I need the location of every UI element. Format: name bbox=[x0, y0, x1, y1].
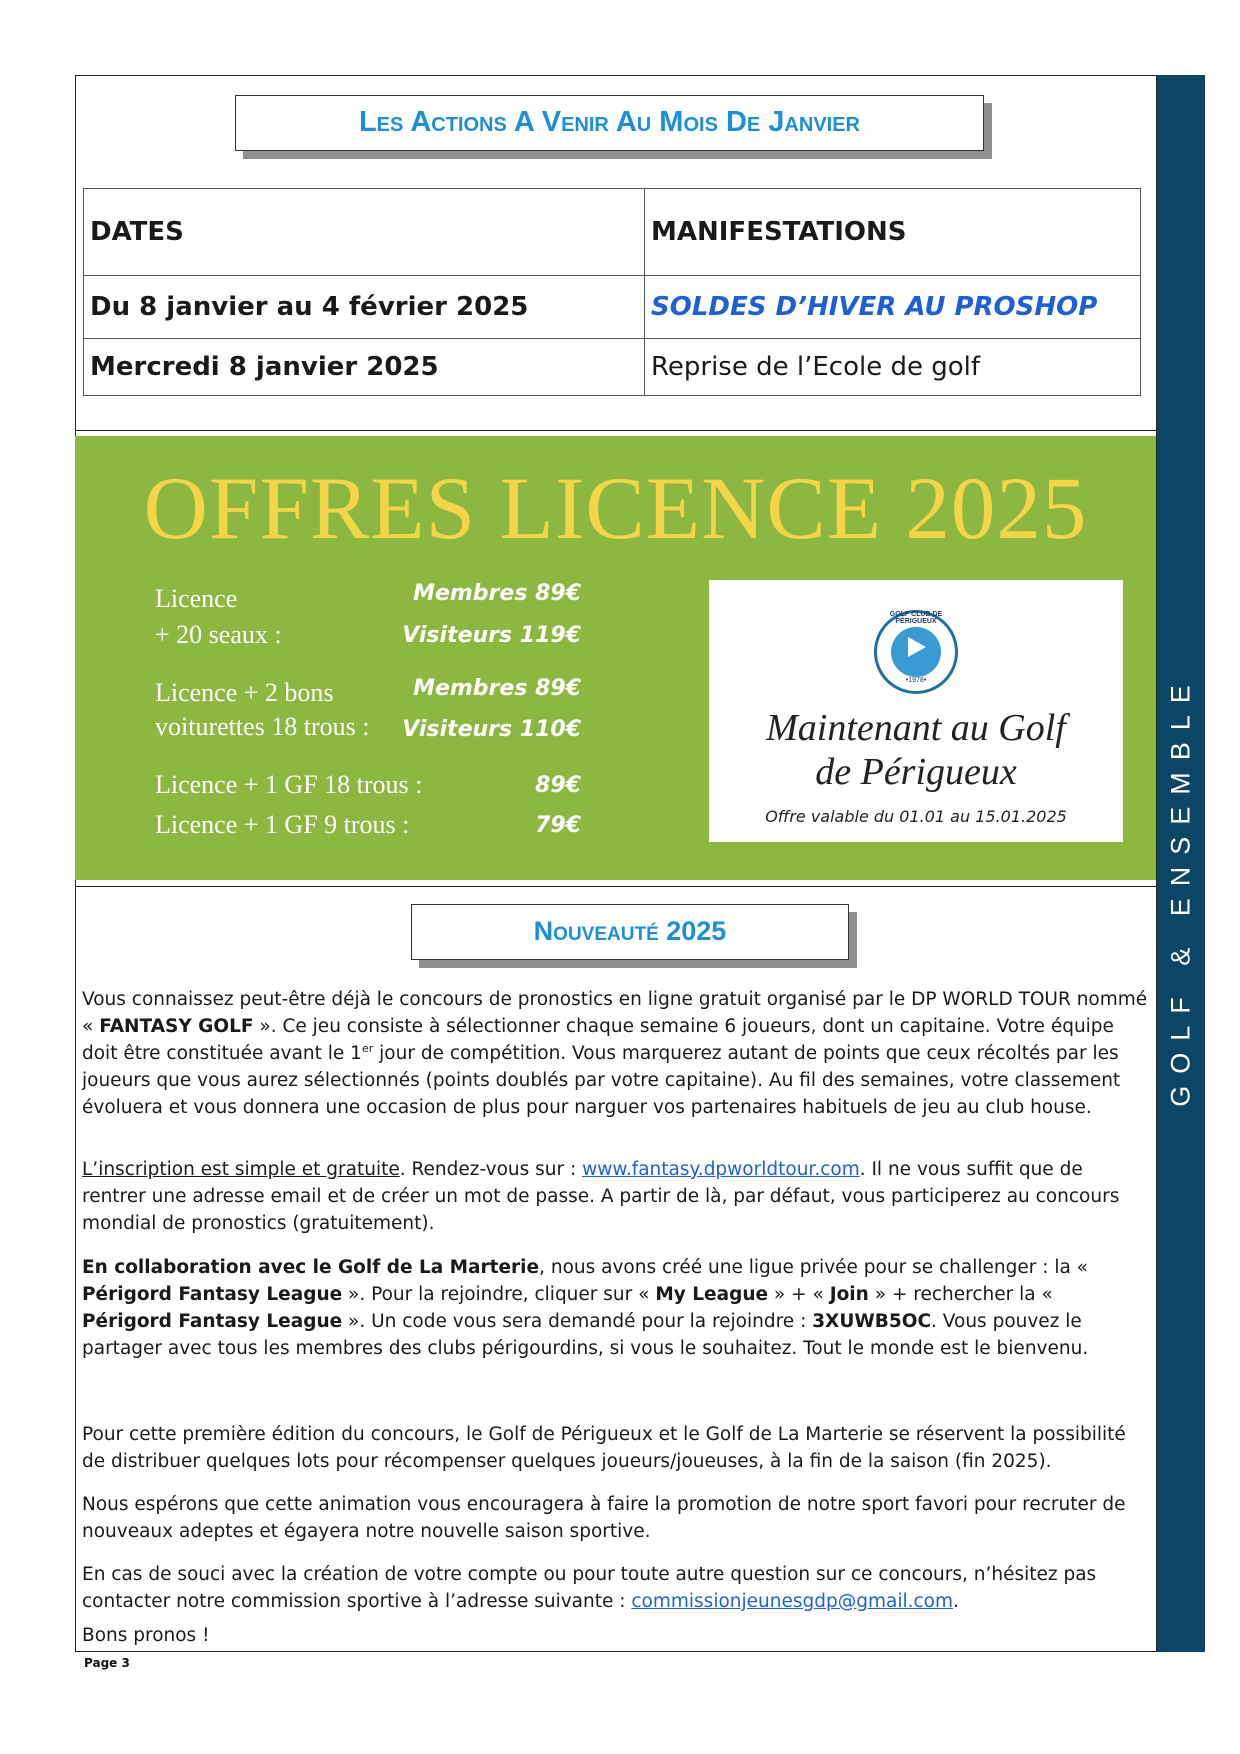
offer-label: Licence + 1 GF 9 trous : bbox=[155, 810, 410, 839]
event-name: Reprise de l’Ecole de golf bbox=[645, 339, 1141, 396]
news-paragraph-7: Bons pronos ! bbox=[82, 1625, 210, 1646]
events-heading: Les Actions A Venir Au Mois De Janvier bbox=[358, 106, 861, 138]
news-paragraph-2: L’inscription est simple et gratuite. Rendez-vous sur : www.fantasy.dpworldtour.com. Il ne vous suffit que de rentrer une adresse email et de créer un mot de passe. A partir de là, par défaut, vous participerez au concours mondial de pronostics (gratuitement). bbox=[82, 1159, 1120, 1234]
news-paragraph-1: Vous connaissez peut-être déjà le concours de pronostics en ligne gratuit organisé par le DP WORLD TOUR nommé « FANTASY GOLF ». Ce jeu consiste à sélectionner chaque semaine 6 joueurs, dont un capitaine. Votre équipe doit être constituée avant le 1er jour de compétition. Vous marquerez autant de points que ceux récoltés par les joueurs que vous aurez sélectionnés (points doublés par votre capitaine). Au fil des semaines, votre classement évoluera et vous donnera une occasion de plus pour narguer vos partenaires habituels de jeu au club house. bbox=[82, 989, 1148, 1118]
fantasy-site-link[interactable]: www.fantasy.dpworldtour.com bbox=[582, 1159, 860, 1180]
commission-email-link[interactable]: commissionjeunesgdp@gmail.com bbox=[631, 1591, 954, 1612]
section-divider bbox=[75, 886, 1157, 887]
offer-price: 89€ bbox=[535, 773, 581, 798]
offer-label: Licence + 1 GF 18 trous : bbox=[155, 770, 423, 799]
news-paragraph-4: Pour cette première édition du concours, le Golf de Périgueux et le Golf de La Marterie se réservent la possibilité de distribuer quelques lots pour récompenser quelques joueurs/joueuses, à la fin de la saison (fin 2025). bbox=[82, 1424, 1126, 1472]
offer-label: Licence + 2 bons bbox=[155, 678, 334, 707]
news-paragraph-3: En collaboration avec le Golf de La Marterie, nous avons créé une ligue privée pour se challenger : la « Périgord Fantasy League ». Pour la rejoindre, cliquer sur « My League » + « Join » + rechercher la « Périgord Fantasy League ». Un code vous sera demandé pour la rejoindre : 3XUWB5OC. Vous pouvez le partager avec tous les membres des clubs périgourdins, si vous le souhaitez. Tout le monde est le bienvenu. bbox=[82, 1257, 1089, 1359]
news-heading-box bbox=[411, 904, 849, 960]
offer-validity: Offre valable du 01.01 au 15.01.2025 bbox=[765, 807, 1067, 826]
column-header-manifestations: MANIFESTATIONS bbox=[645, 189, 1141, 276]
news-paragraph-5: Nous espérons que cette animation vous encouragera à faire la promotion de notre sport favori pour recruter de nouveaux adeptes et égayera notre nouvelle saison sportive. bbox=[82, 1494, 1126, 1542]
event-date: Mercredi 8 janvier 2025 bbox=[84, 339, 645, 396]
table-row bbox=[84, 339, 1141, 396]
golf-club-card bbox=[709, 580, 1123, 842]
offer-price: Visiteurs 110€ bbox=[402, 717, 581, 742]
event-date: Du 8 janvier au 4 février 2025 bbox=[84, 276, 645, 339]
section-divider bbox=[75, 430, 1157, 431]
flag-icon bbox=[891, 627, 941, 677]
offer-price: Visiteurs 119€ bbox=[402, 623, 581, 648]
logo-ring-text: GOLF CLUB DE PÉRIGUEUX bbox=[889, 611, 943, 625]
events-table bbox=[83, 188, 1141, 396]
offer-price: Membres 89€ bbox=[413, 676, 581, 701]
logo-year: •1978• bbox=[905, 677, 927, 684]
offer-label: Licence bbox=[155, 584, 238, 613]
table-header-row bbox=[84, 189, 1141, 276]
news-paragraph-6: En cas de souci avec la création de votre compte ou pour toute autre question sur ce concours, n’hésitez pas contacter notre commission sportive à l’adresse suivante : commissionjeunesgdp@gmail.com. bbox=[82, 1564, 1097, 1612]
sidebar-title: GOLF & ENSEMBLE bbox=[1165, 673, 1196, 1107]
offer-price: 79€ bbox=[535, 813, 581, 838]
card-script-line1: Maintenant au Golf bbox=[766, 707, 1066, 749]
page-number: Page 3 bbox=[84, 1656, 130, 1670]
offer-price: Membres 89€ bbox=[413, 581, 581, 606]
event-name: SOLDES D’HIVER AU PROSHOP bbox=[645, 276, 1141, 339]
events-heading-box bbox=[235, 95, 984, 151]
news-heading: Nouveauté 2025 bbox=[533, 916, 727, 946]
table-row bbox=[84, 276, 1141, 339]
offer-label: + 20 seaux : bbox=[155, 620, 282, 649]
offer-label: voiturettes 18 trous : bbox=[155, 712, 370, 741]
golf-club-logo bbox=[874, 610, 958, 694]
banner-title: OFFRES LICENCE 2025 bbox=[143, 460, 1088, 558]
column-header-dates: DATES bbox=[84, 189, 645, 276]
card-script-line2: de Périgueux bbox=[815, 751, 1017, 793]
